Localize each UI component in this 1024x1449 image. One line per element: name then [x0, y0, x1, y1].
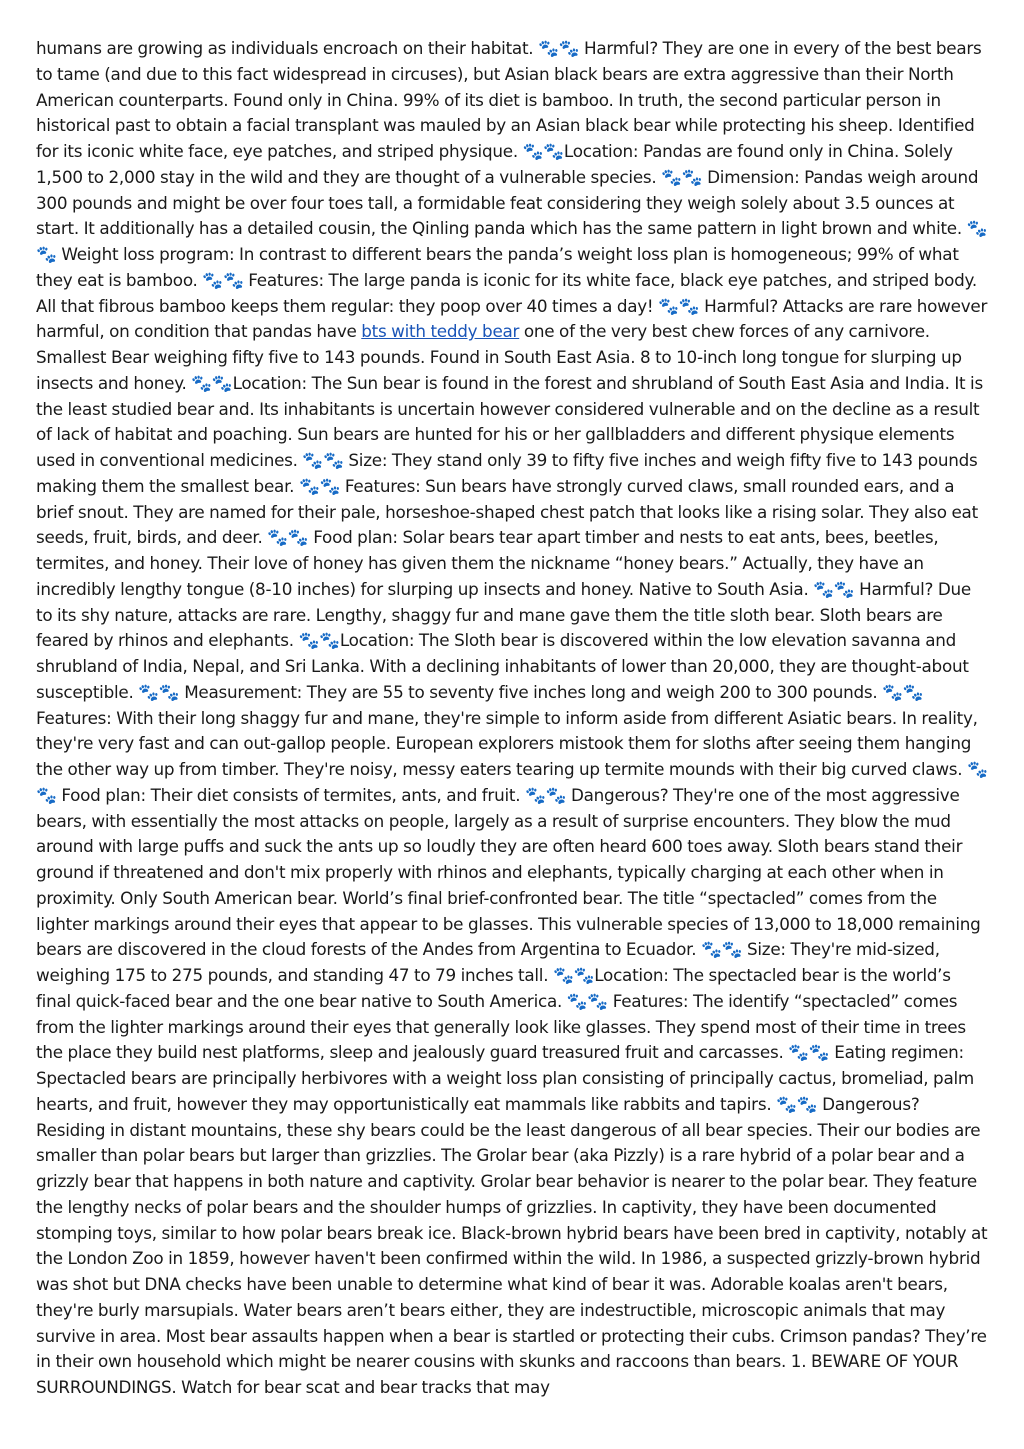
body-paragraph — [36, 36, 988, 1401]
bts-teddy-bear-link[interactable]: bts with teddy bear — [361, 321, 520, 342]
paragraph-text-after-link: one of the very best chew forces of any carnivore. Smallest Bear weighing fifty five to 143 pounds. Found in South East Asia. 8 to 10-inch long tongue for slurping up insects and honey. 🐾🐾Location: The Sun bear is found in the forest and shrubland of South East Asia and India. It is the least studied bear and. Its inhabitants is uncertain however considered vulnerable and on the decline as a result of lack of habitat and poaching. Sun bears are hunted for his or her gallbladders and different physique elements used in conventional medicines. 🐾🐾 Size: They stand only 39 to fifty five inches and weigh fifty five to 143 pounds making them the smallest bear. 🐾🐾 Features: Sun bears have strongly curved claws, small rounded ears, and a brief snout. They are named for their pale, horseshoe-shaped chest patch that looks like a rising solar. They also eat seeds, fruit, birds, and deer. 🐾🐾 Food plan: Solar bears tear apart timber and nests to eat ants, bees, beetles, termites, and honey. Their love of honey has given them the nickname “honey bears.” Actually, they have an incredibly lengthy tongue (8-10 inches) for slurping up insects and honey. Native to South Asia. 🐾🐾 Harmful? Due to its shy nature, attacks are rare. Lengthy, shaggy fur and mane gave them the title sloth bear. Sloth bears are feared by rhinos and elephants. 🐾🐾Location: The Sloth bear is discovered within the low elevation savanna and shrubland of India, Nepal, and Sri Lanka. With a declining inhabitants of lower than 20,000, they are thought-about susceptible. 🐾🐾 Measurement: They are 55 to seventy five inches long and weigh 200 to 300 pounds. 🐾🐾 Features: With their long shaggy fur and mane, they're simple to inform aside from different Asiatic bears. In reality, they're very fast and can out-gallop people. European explorers mistook them for sloths after seeing them hanging the other way up from timber. They're noisy, messy eaters tearing up termite mounds with their big curved claws. 🐾🐾 Food plan: Their diet consists of termites, ants, and fruit. 🐾🐾 Dangerous? They're one of the most aggressive bears, with essentially the most attacks on people, largely as a result of surprise encounters. They blow the mud around with large puffs and suck the ants up so loudly they are often heard 600 toes away. Sloth bears stand their ground if threatened and don't mix properly with rhinos and elephants, typically charging at each other when in proximity. Only South American bear. World’s final brief-confronted bear. The title “spectacled” comes from the lighter markings around their eyes that appear to be glasses. This vulnerable species of 13,000 to 18,000 remaining bears are discovered in the cloud forests of the Andes from Argentina to Ecuador. 🐾🐾 Size: They're mid-sized, weighing 175 to 275 pounds, and standing 47 to 79 inches tall. 🐾🐾Location: The spectacled bear is the world’s final quick-faced bear and the one bear native to South America. 🐾🐾 Features: The identify “spectacled” comes from the lighter markings around their eyes that generally look like glasses. They spend most of their time in trees the place they build nest platforms, sleep and jealously guard treasured fruit and carcasses. 🐾🐾 Eating regimen: Spectacled bears are principally herbivores with a weight loss plan consisting of principally cactus, bromeliad, palm hearts, and fruit, however they may opportunistically eat mammals like rabbits and tapirs. 🐾🐾 Dangerous? Residing in distant mountains, these shy bears could be the least dangerous of all bear species. Their our bodies are smaller than polar bears but larger than grizzlies. The Grolar bear (aka Pizzly) is a rare hybrid of a polar bear and a grizzly bear that happens in both nature and captivity. Grolar bear behavior is nearer to the polar bear. They feature the lengthy necks of polar bears and the shoulder humps of grizzlies. In captivity, they have been documented stomping toys, similar to how polar bears break ice. Black-brown hybrid bears have been bred in captivity, notably at the London Zoo in 1859, however haven't been confirmed within the wild. In 1986, a suspected grizzly-brown hybrid was shot but DNA checks have been unable to determine what kind of bear it was. Adorable koalas aren't bears, they're burly marsupials. Water bears aren’t bears either, they are indestructible, microscopic animals that may survive in area. Most bear assaults happen when a bear is startled or protecting their cubs. Crimson pandas? They’re in their own household which might be nearer cousins with skunks and raccoons than bears. 1. BEWARE OF YOUR SURROUNDINGS. Watch for bear scat and bear tracks that may — [36, 321, 988, 1397]
paragraph-text-before-link: humans are growing as individuals encroach on their habitat. 🐾🐾 Harmful? They are one in every of the best bears to tame (and due to this fact widespread in circuses), but Asian black bears are extra aggressive than their North American counterparts. Found only in China. 99% of its diet is bamboo. In truth, the second particular person in historical past to obtain a facial transplant was mauled by an Asian black bear while protecting his sheep. Identified for its iconic white face, eye patches, and striped physique. 🐾🐾Location: Pandas are found only in China. Solely 1,500 to 2,000 stay in the wild and they are thought of a vulnerable species. 🐾🐾 Dimension: Pandas weigh around 300 pounds and might be over four toes tall, a formidable feat considering they weigh solely about 3.5 ounces at start. It additionally has a detailed cousin, the Qinling panda which has the same pattern in light brown and white. 🐾🐾 Weight loss program: In contrast to different bears the panda’s weight loss plan is homogeneous; 99% of what they eat is bamboo. 🐾🐾 Features: The large panda is iconic for its white face, black eye patches, and striped body. All that fibrous bamboo keeps them regular: they poop over 40 times a day! 🐾🐾 Harmful? Attacks are rare however harmful, on condition that pandas have — [36, 38, 988, 342]
